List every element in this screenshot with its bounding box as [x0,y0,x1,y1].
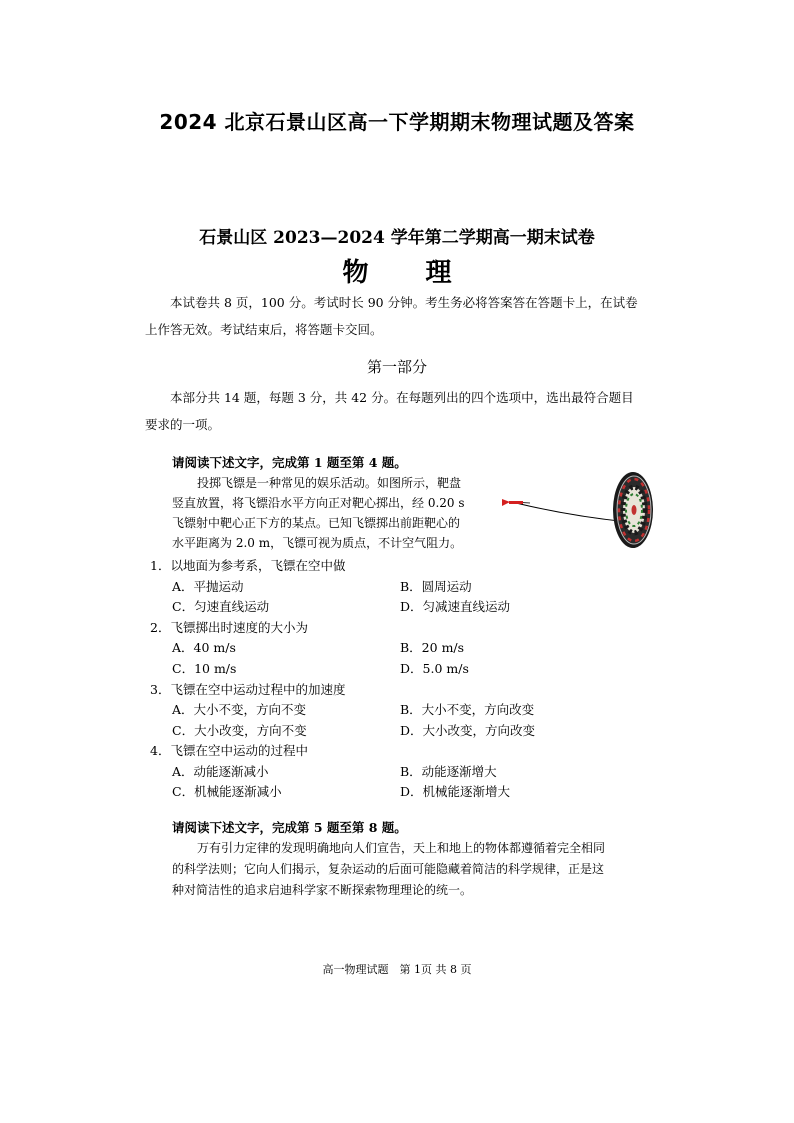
passage-line: 水平距离为 2.0 m，飞镖可视为质点，不计空气阻力。 [172,536,463,550]
subject-title: 物 理 [342,258,476,288]
passage-line: 的科学法则；它向人们揭示，复杂运动的后面可能隐藏着简洁的科学规律，正是这 [172,862,605,876]
q1-option-c[interactable]: C．匀速直线运动 [172,599,270,614]
instruction-line: 本试卷共 8 页，100 分。考试时长 90 分钟。考生务必将答案答在答题卡上，在试卷 [170,295,638,310]
part-desc-line: 要求的一项。 [145,417,221,432]
question-4-stem: 4．飞镖在空中运动的过程中 [150,743,308,758]
question-2-stem: 2．飞镖掷出时速度的大小为 [150,620,308,635]
q2-option-d[interactable]: D．5.0 m/s [400,661,469,676]
passage-line: 种对简洁性的追求启迪科学家不断探索物理理论的统一。 [172,883,473,897]
exam-title: 石景山区 2023—2024 学年第二学期高一期末试卷 [199,228,595,248]
passage-line: 竖直放置，将飞镖沿水平方向正对靶心掷出，经 0.20 s [172,496,465,510]
part-desc-line: 本部分共 14 题，每题 3 分，共 42 分。在每题列出的四个选项中，选出最符合题目 [170,390,634,405]
dartboard-figure [480,470,660,554]
reading-passage [172,838,642,901]
reading-passage [172,473,492,553]
document-title: 2024 北京石景山区高一下学期期末物理试题及答案 [159,110,635,134]
q4-option-a[interactable]: A．动能逐渐减小 [172,764,269,779]
part-heading: 第一部分 [366,358,427,376]
part-description [145,384,650,438]
q3-option-d[interactable]: D．大小改变，方向改变 [400,723,536,738]
reading-instruction: 请阅读下述文字，完成第 5 题至第 8 题。 [172,820,407,835]
q3-option-c[interactable]: C．大小改变，方向不变 [172,723,307,738]
dart-trajectory [516,503,628,522]
q2-option-a[interactable]: A．40 m/s [172,640,236,655]
instruction-line: 上作答无效。考试结束后，将答题卡交回。 [145,322,383,337]
passage-line: 飞镖射中靶心正下方的某点。已知飞镖掷出前距靶心的 [172,516,461,530]
passage-line: 万有引力定律的发现明确地向人们宣告，天上和地上的物体都遵循着完全相同 [197,841,606,855]
q1-option-a[interactable]: A．平抛运动 [172,579,244,594]
dartboard-illustration [480,470,660,550]
question-1-stem: 1．以地面为参考系，飞镖在空中做 [150,558,346,573]
dartboard-icon [613,472,653,548]
q3-option-b[interactable]: B．大小不变，方向改变 [400,702,535,717]
q4-option-c[interactable]: C．机械能逐渐减小 [172,784,282,799]
q1-option-d[interactable]: D．匀减速直线运动 [400,599,511,614]
q3-option-a[interactable]: A．大小不变，方向不变 [172,702,307,717]
reading-instruction: 请阅读下述文字，完成第 1 题至第 4 题。 [172,455,407,470]
q2-option-b[interactable]: B．20 m/s [400,640,465,655]
q4-option-b[interactable]: B．动能逐渐增大 [400,764,497,779]
q2-option-c[interactable]: C．10 m/s [172,661,237,676]
q1-option-b[interactable]: B．圆周运动 [400,579,472,594]
exam-instructions [145,289,650,343]
q4-option-d[interactable]: D．机械能逐渐增大 [400,784,511,799]
question-3-stem: 3．飞镖在空中运动过程中的加速度 [150,682,346,697]
passage-line: 投掷飞镖是一种常见的娱乐活动。如图所示，靶盘 [197,476,462,490]
page-footer: 高一物理试题 第 1页 共 8 页 [322,963,472,976]
